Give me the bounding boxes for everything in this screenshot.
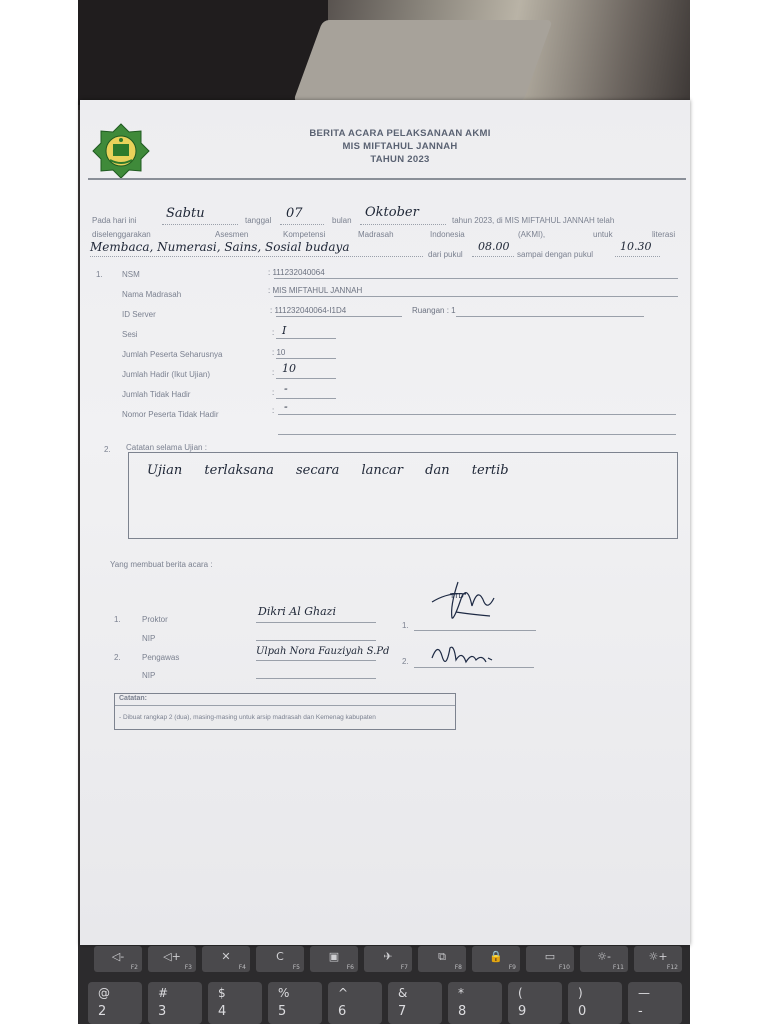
field-value-sesi: : bbox=[272, 328, 275, 337]
key-label: ) bbox=[578, 986, 583, 1000]
key-3[interactable] bbox=[148, 982, 202, 1024]
key-label: F10 bbox=[558, 964, 570, 971]
key-minus[interactable] bbox=[628, 982, 682, 1024]
intro-word: Kompetensi bbox=[283, 230, 326, 239]
keyboard-number-row bbox=[80, 982, 690, 1024]
key-label: % bbox=[278, 986, 290, 1000]
key-label: 3 bbox=[158, 1004, 167, 1019]
day-line bbox=[162, 224, 238, 225]
key-label: # bbox=[158, 986, 169, 1000]
header-year: TAHUN 2023 bbox=[370, 154, 430, 165]
signer-2-sign-number: 2. bbox=[402, 657, 409, 666]
signer-1-role: Proktor bbox=[142, 615, 168, 624]
end-time-handwritten: 10.30 bbox=[620, 240, 652, 253]
intro-word: Indonesia bbox=[430, 230, 465, 239]
line bbox=[276, 398, 336, 399]
laptop-keyboard-deck bbox=[293, 20, 553, 102]
line bbox=[274, 296, 678, 297]
f11-key[interactable] bbox=[580, 946, 628, 972]
signer-2-name: Ulpah Nora Fauziyah S.Pd bbox=[256, 646, 390, 657]
signer-1-number: 1. bbox=[114, 615, 121, 624]
volume-down-icon: ◁- bbox=[111, 950, 125, 963]
field-value-nsm: : 111232040064 bbox=[268, 268, 325, 277]
f7-key[interactable] bbox=[364, 946, 412, 972]
signer-2-role: Pengawas bbox=[142, 653, 180, 662]
key-7[interactable] bbox=[388, 982, 442, 1024]
subjects-line bbox=[90, 256, 423, 257]
hadir-handwritten: 10 bbox=[282, 362, 296, 375]
f12-key[interactable] bbox=[634, 946, 682, 972]
key-9[interactable] bbox=[508, 982, 562, 1024]
key-8[interactable] bbox=[448, 982, 502, 1024]
field-value-seharusnya: : 10 bbox=[272, 348, 286, 357]
key-label: 2 bbox=[98, 1004, 107, 1019]
line bbox=[276, 358, 336, 359]
start-line bbox=[472, 256, 514, 257]
intro-text-6: sampai dengan pukul bbox=[517, 250, 594, 259]
f4-key[interactable] bbox=[202, 946, 250, 972]
key-label: F2 bbox=[130, 964, 138, 971]
key-label: F5 bbox=[292, 964, 300, 971]
catatan-box bbox=[114, 693, 456, 730]
key-label: 5 bbox=[278, 1004, 287, 1019]
field-label-nama: Nama Madrasah bbox=[122, 290, 182, 299]
kemenag-emblem-icon bbox=[90, 122, 152, 180]
field-value-idserver: : 111232040064-I1D4 bbox=[270, 306, 347, 315]
signer-2-nip: NIP bbox=[142, 671, 156, 680]
subjects-handwritten: Membaca, Numerasi, Sains, Sosial budaya bbox=[90, 240, 350, 254]
field-label-sesi: Sesi bbox=[122, 330, 138, 339]
intro-word: diselenggarakan bbox=[92, 230, 151, 239]
f3-key[interactable] bbox=[148, 946, 196, 972]
key-label: - bbox=[638, 1004, 643, 1019]
tidak-hadir-handwritten: - bbox=[284, 382, 288, 395]
field-value-hadir: : bbox=[272, 368, 275, 377]
key-0[interactable] bbox=[568, 982, 622, 1024]
day-handwritten: Sabtu bbox=[166, 206, 205, 221]
key-label: 9 bbox=[518, 1004, 527, 1019]
key-label: 4 bbox=[218, 1004, 227, 1019]
key-label: F6 bbox=[346, 964, 354, 971]
line bbox=[256, 640, 376, 641]
signature-2-image bbox=[428, 640, 498, 672]
touchpad-icon: ▣ bbox=[328, 950, 340, 963]
key-label: F7 bbox=[400, 964, 408, 971]
section1-number: 1. bbox=[96, 270, 103, 279]
key-label: 0 bbox=[578, 1004, 587, 1019]
line bbox=[274, 278, 678, 279]
field-label-idserver: ID Server bbox=[122, 310, 156, 319]
key-label: @ bbox=[98, 986, 110, 1000]
field-label-nomor: Nomor Peserta Tidak Hadir bbox=[122, 410, 219, 419]
signer-1-name: Dikri Al Ghazi bbox=[258, 605, 336, 618]
start-time-handwritten: 08.00 bbox=[478, 240, 510, 253]
airplane-icon: ✈ bbox=[383, 950, 393, 963]
date-line bbox=[280, 224, 324, 225]
intro-text-2: tanggal bbox=[245, 216, 272, 225]
display-icon: ▭ bbox=[544, 950, 556, 963]
intro-word: Madrasah bbox=[358, 230, 394, 239]
f5-key[interactable] bbox=[256, 946, 304, 972]
signer-1-nip: NIP bbox=[142, 634, 156, 643]
notes-handwritten: Ujian terlaksana secara lancar dan tertib bbox=[147, 463, 509, 478]
line bbox=[256, 622, 376, 623]
line bbox=[414, 630, 536, 631]
sesi-handwritten: I bbox=[282, 324, 287, 337]
refresh-icon: C bbox=[276, 950, 284, 963]
ttd-label: TTD bbox=[450, 592, 464, 600]
key-label: ( bbox=[518, 986, 523, 1000]
f8-key[interactable] bbox=[418, 946, 466, 972]
key-5[interactable] bbox=[268, 982, 322, 1024]
intro-word: literasi bbox=[652, 230, 676, 239]
line bbox=[276, 338, 336, 339]
field-value-nama: : MIS MIFTAHUL JANNAH bbox=[268, 286, 363, 295]
key-label: F8 bbox=[454, 964, 462, 971]
date-handwritten: 07 bbox=[286, 206, 303, 221]
key-label: F12 bbox=[666, 964, 678, 971]
field-label-tidak-hadir: Jumlah Tidak Hadir bbox=[122, 390, 191, 399]
line bbox=[278, 434, 676, 435]
key-label: $ bbox=[218, 986, 226, 1000]
key-6[interactable] bbox=[328, 982, 382, 1024]
catatan-title: Catatan: bbox=[119, 695, 148, 702]
header-school: MIS MIFTAHUL JANNAH bbox=[342, 141, 458, 152]
key-label: F3 bbox=[184, 964, 192, 971]
laptop-screen bbox=[78, 0, 328, 105]
field-value-nomor: : bbox=[272, 406, 275, 415]
keyboard-function-row bbox=[80, 946, 690, 976]
key-2[interactable] bbox=[88, 982, 142, 1024]
field-label-nsm: NSM bbox=[122, 270, 140, 279]
f6-key[interactable] bbox=[310, 946, 358, 972]
line bbox=[276, 378, 336, 379]
f9-key[interactable] bbox=[472, 946, 520, 972]
intro-text-5: dari pukul bbox=[428, 250, 463, 259]
field-value-tidak-hadir: : bbox=[272, 388, 275, 397]
key-label: F11 bbox=[612, 964, 624, 971]
line bbox=[276, 316, 402, 317]
catatan-text: - Dibuat rangkap 2 (dua), masing-masing untuk arsip madrasah dan Kemenag kabupaten bbox=[119, 714, 376, 721]
key-label: 8 bbox=[458, 1004, 467, 1019]
lock-icon: 🔒 bbox=[489, 950, 503, 963]
f10-key[interactable] bbox=[526, 946, 574, 972]
section2-label: Catatan selama Ujian : bbox=[126, 443, 207, 452]
key-label: 6 bbox=[338, 1004, 347, 1019]
month-handwritten: Oktober bbox=[365, 205, 419, 220]
signer-2-number: 2. bbox=[114, 653, 121, 662]
mic-mute-icon: ✕ bbox=[221, 950, 231, 963]
nomor-handwritten: - bbox=[284, 400, 288, 413]
line bbox=[456, 316, 644, 317]
intro-word: (AKMI), bbox=[518, 230, 546, 239]
key-label: ^ bbox=[338, 986, 349, 1000]
field-value-ruangan: Ruangan : 1 bbox=[412, 306, 456, 315]
intro-text-4: tahun 2023, di MIS MIFTAHUL JANNAH telah bbox=[452, 216, 615, 225]
key-label: F9 bbox=[508, 964, 516, 971]
key-label: F4 bbox=[238, 964, 246, 971]
intro-word: Asesmen bbox=[215, 230, 249, 239]
document-page bbox=[80, 100, 690, 945]
field-label-hadir: Jumlah Hadir (Ikut Ujian) bbox=[122, 370, 211, 379]
line bbox=[256, 678, 376, 679]
month-line bbox=[360, 224, 446, 225]
key-label: & bbox=[398, 986, 408, 1000]
signer-1-sign-number: 1. bbox=[402, 621, 409, 630]
window-icon: ⧉ bbox=[438, 950, 446, 963]
f2-key[interactable] bbox=[94, 946, 142, 972]
line bbox=[278, 414, 676, 415]
catatan-separator bbox=[115, 705, 455, 706]
key-label: — bbox=[638, 986, 650, 1000]
signature-1-image bbox=[428, 576, 498, 624]
key-label: * bbox=[458, 986, 464, 1000]
header-title: BERITA ACARA PELAKSANAAN AKMI bbox=[309, 128, 491, 139]
section2-number: 2. bbox=[104, 445, 111, 454]
key-4[interactable] bbox=[208, 982, 262, 1024]
volume-up-icon: ◁+ bbox=[163, 950, 181, 963]
field-label-seharusnya: Jumlah Peserta Seharusnya bbox=[122, 350, 223, 359]
intro-word: untuk bbox=[593, 230, 613, 239]
line bbox=[256, 660, 376, 661]
notes-box bbox=[128, 452, 678, 539]
header-rule bbox=[88, 178, 686, 180]
key-label: 7 bbox=[398, 1004, 407, 1019]
end-line bbox=[615, 256, 660, 257]
signers-intro: Yang membuat berita acara : bbox=[110, 560, 213, 569]
intro-text-1: Pada hari ini bbox=[92, 216, 137, 225]
brightness-down-icon: ☼- bbox=[597, 950, 611, 963]
intro-text-3: bulan bbox=[332, 216, 352, 225]
brightness-up-icon: ☼+ bbox=[648, 950, 668, 963]
